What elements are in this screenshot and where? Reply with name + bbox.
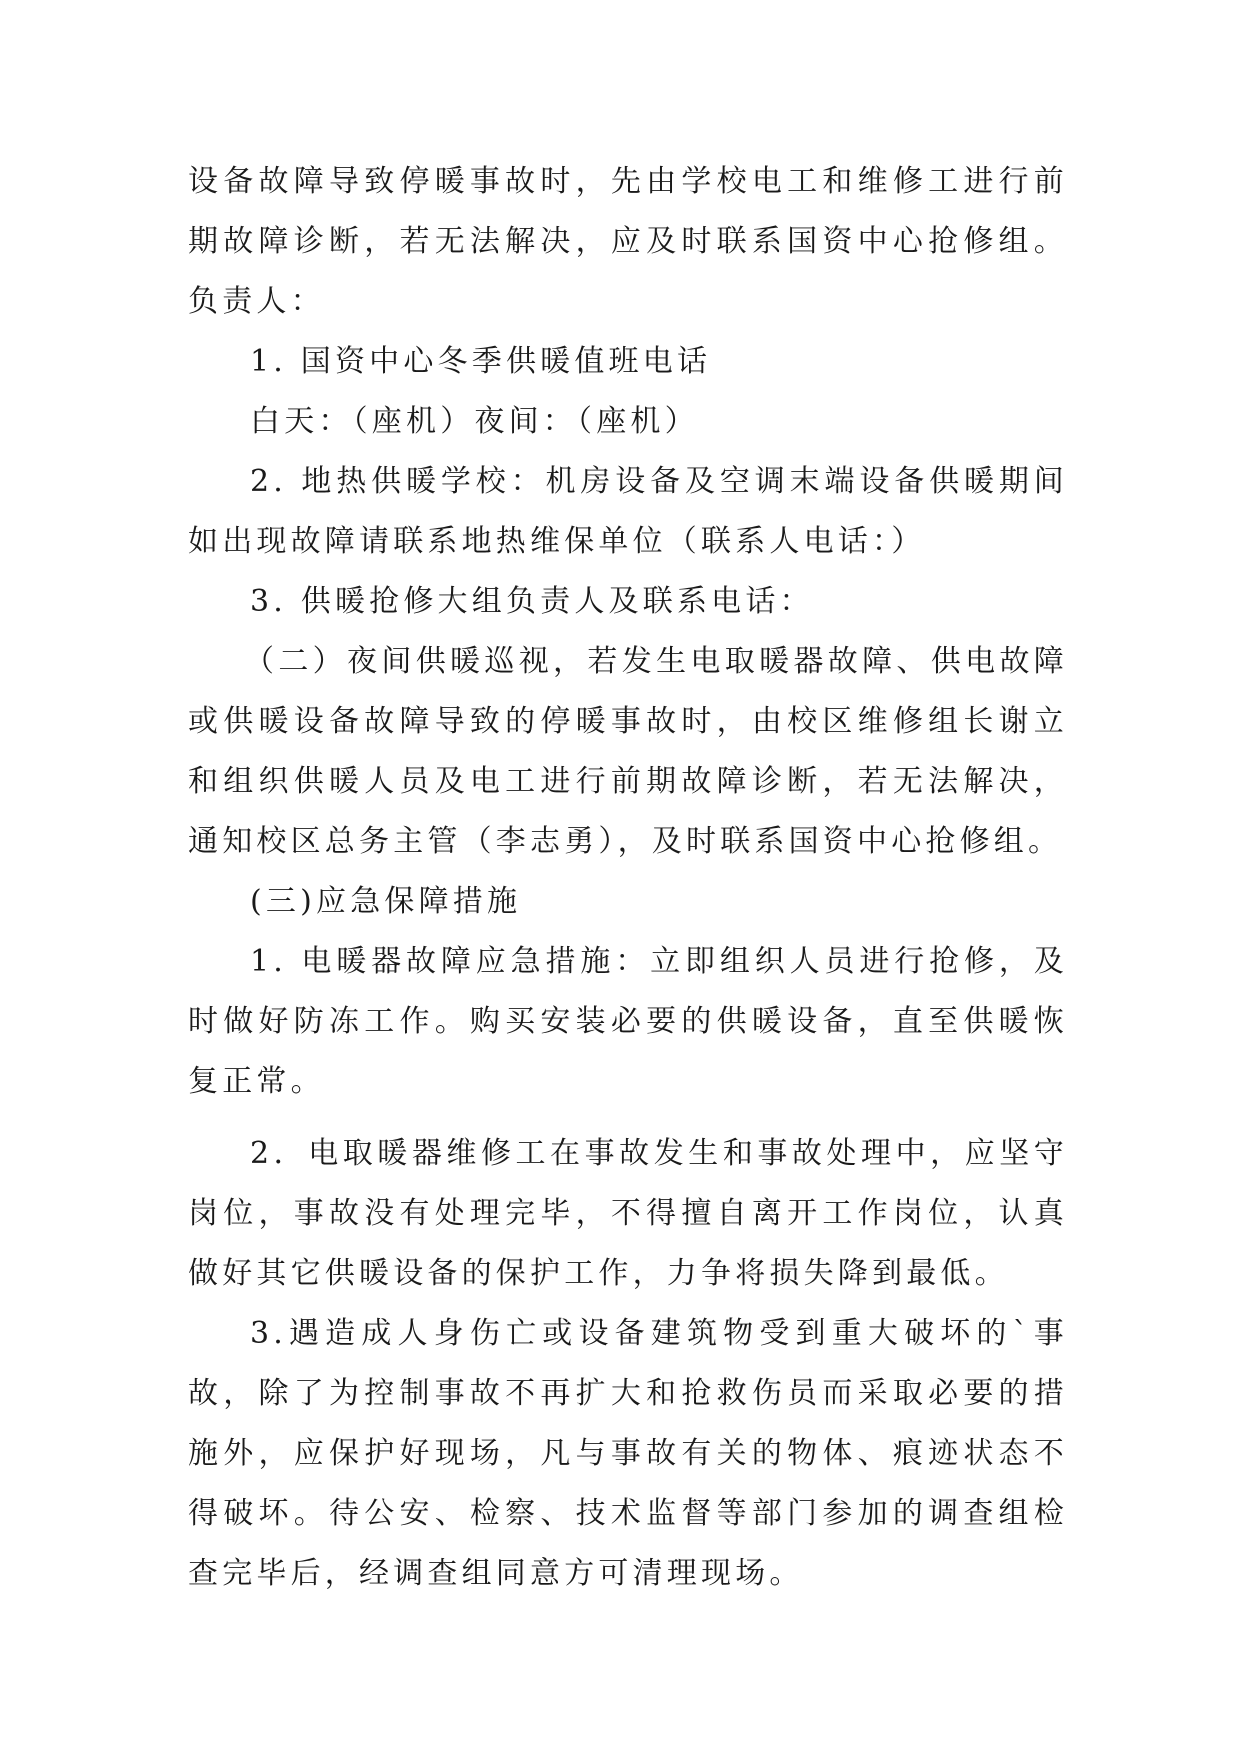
paragraph-geothermal-schools: 2. 地热供暖学校：机房设备及空调末端设备供暖期间如出现故障请联系地热维保单位（联系人电话：）: [188, 464, 1068, 559]
document-body: [188, 152, 1068, 1604]
paragraph-accident-scene: 3.遇造成人身伤亡或设备建筑物受到重大破坏的`事故，除了为控制事故不再扩大和抢救伤员而采取必要的措施外，应保护好现场，凡与事故有关的物体、痕迹状态不得破坏。待公安、检察、技术监督等部门参加的调查组检查完毕后，经调查组同意方可清理现场。: [188, 1316, 1068, 1591]
paragraph-repairman-duty: 2．电取暖器维修工在事故发生和事故处理中，应坚守岗位，事故没有处理完毕，不得擅自离开工作岗位，认真做好其它供暖设备的保护工作，力争将损失降到最低。: [188, 1136, 1068, 1291]
section-heading-emergency-measures: (三)应急保障措施: [250, 884, 522, 919]
paragraph-heater-emergency: 1. 电暖器故障应急措施：立即组织人员进行抢修，及时做好防冻工作。购买安装必要的供暖设备，直至供暖恢复正常。: [188, 944, 1068, 1099]
paragraph-day-night-phones: 白天：（座机）夜间：（座机）: [250, 404, 699, 439]
paragraph-fault-diagnosis: 设备故障导致停暖事故时，先由学校电工和维修工进行前期故障诊断，若无法解决，应及时联系国资中心抢修组。负责人：: [188, 164, 1068, 319]
paragraph-night-inspection: （二）夜间供暖巡视，若发生电取暖器故障、供电故障或供暖设备故障导致的停暖事故时，由校区维修组长谢立和组织供暖人员及电工进行前期故障诊断，若无法解决，通知校区总务主管（李志勇），及时联系国资中心抢修组。: [188, 644, 1068, 859]
paragraph-repair-team-contact: 3. 供暖抢修大组负责人及联系电话：: [250, 584, 814, 619]
paragraph-duty-phone-heading: 1. 国资中心冬季供暖值班电话: [250, 344, 712, 379]
